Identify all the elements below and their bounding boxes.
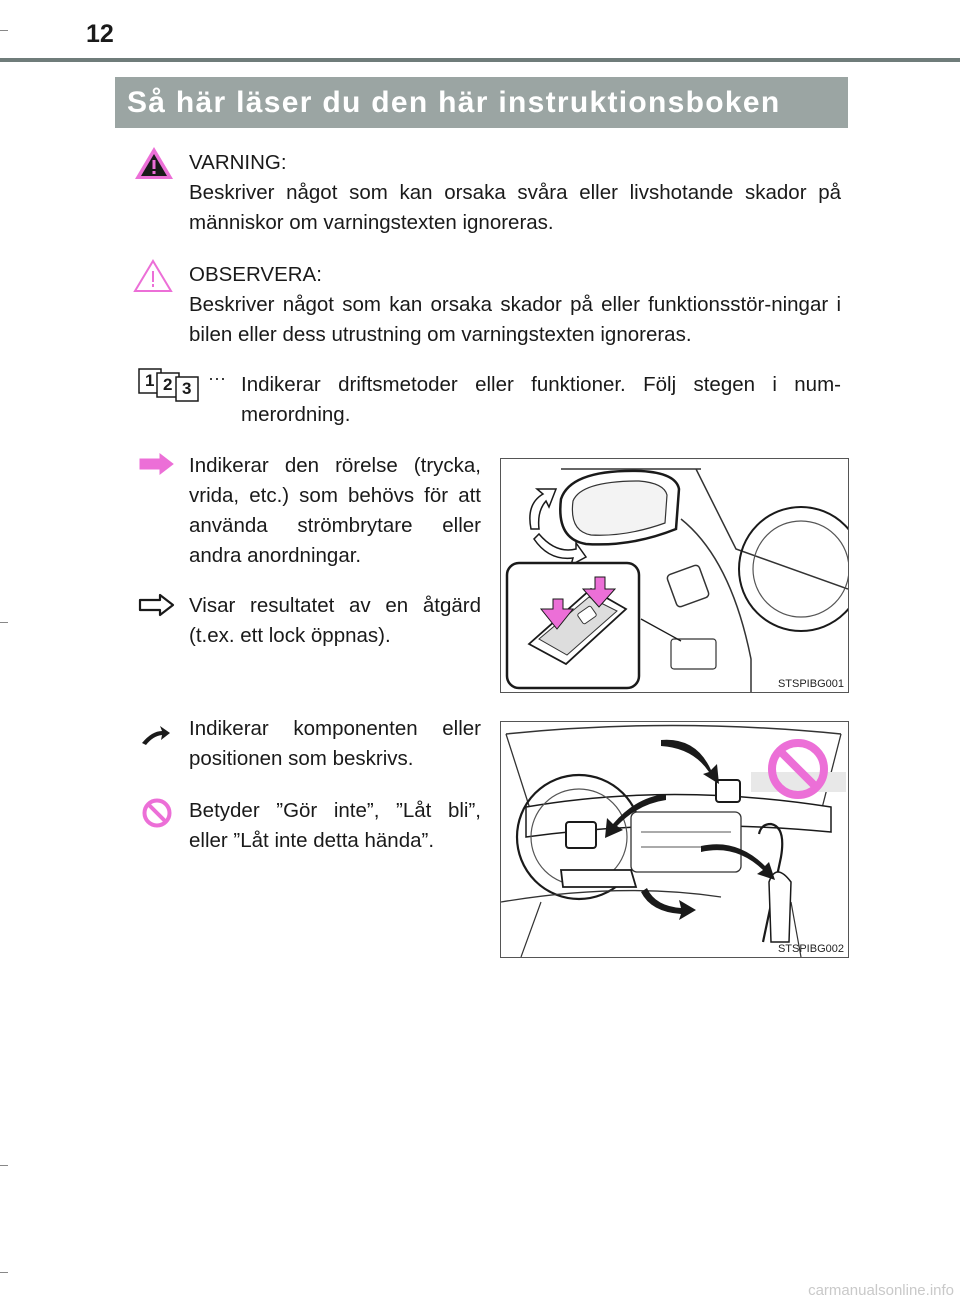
- step-badges: [138, 368, 206, 402]
- step-badge-2: 2: [163, 375, 173, 394]
- steps-text: Indikerar driftsmetoder eller funktioner. Följ stegen i num-merordning.: [241, 373, 841, 426]
- warning-heading: VARNING:: [189, 151, 287, 174]
- result-text: Visar resultatet av en åtgärd (t.ex. ett lock öppnas).: [189, 594, 481, 647]
- outline-arrow-right-icon: [138, 593, 176, 617]
- prohibited-text: Betyder ”Gör inte”, ”Låt bli”, eller ”Låt inte detta hända”.: [189, 799, 481, 852]
- figure-mirror-switch: [500, 458, 849, 693]
- curved-pointer-arrow-icon: [140, 725, 172, 747]
- crop-mark: [0, 1165, 8, 1166]
- header-rule: [0, 58, 960, 62]
- crop-mark: [0, 1272, 8, 1273]
- page-number: 12: [86, 20, 114, 48]
- watermark: carmanualsonline.info: [808, 1282, 954, 1299]
- figure-caption: STSPIBG001: [777, 678, 844, 690]
- motion-text: Indikerar den rörelse (trycka, vrida, etc.) som behövs för att använda strömbrytare eller andra anordningar.: [189, 454, 481, 567]
- dashboard-illustration: [501, 722, 848, 957]
- notice-text: Beskriver något som kan orsaka skador på eller funktionsstör-ningar i bilen eller dess utrustning om varningstexten ignoreras.: [189, 293, 841, 346]
- warning-triangle-outline-icon: [133, 259, 173, 293]
- crop-mark: [0, 622, 8, 623]
- figure-dashboard: [500, 721, 849, 958]
- step-badge-1: 1: [145, 371, 155, 390]
- warning-triangle-filled-icon: [133, 145, 175, 181]
- crop-mark: [0, 30, 8, 31]
- section-title: Så här läser du den här instruktionsboken: [115, 77, 848, 128]
- component-text: Indikerar komponenten eller positionen som beskrivs.: [189, 717, 481, 770]
- notice-heading: OBSERVERA:: [189, 263, 322, 286]
- figure-caption: STSPIBG002: [777, 943, 844, 955]
- filled-arrow-right-icon: [138, 452, 176, 476]
- mirror-switch-illustration: [501, 459, 848, 692]
- prohibition-icon: [141, 797, 173, 829]
- step-ellipsis: ···: [208, 368, 226, 388]
- step-badge-3: 3: [182, 379, 192, 398]
- warning-text: Beskriver något som kan orsaka svåra eller livshotande skador på människor om varningstexten ignoreras.: [189, 181, 841, 234]
